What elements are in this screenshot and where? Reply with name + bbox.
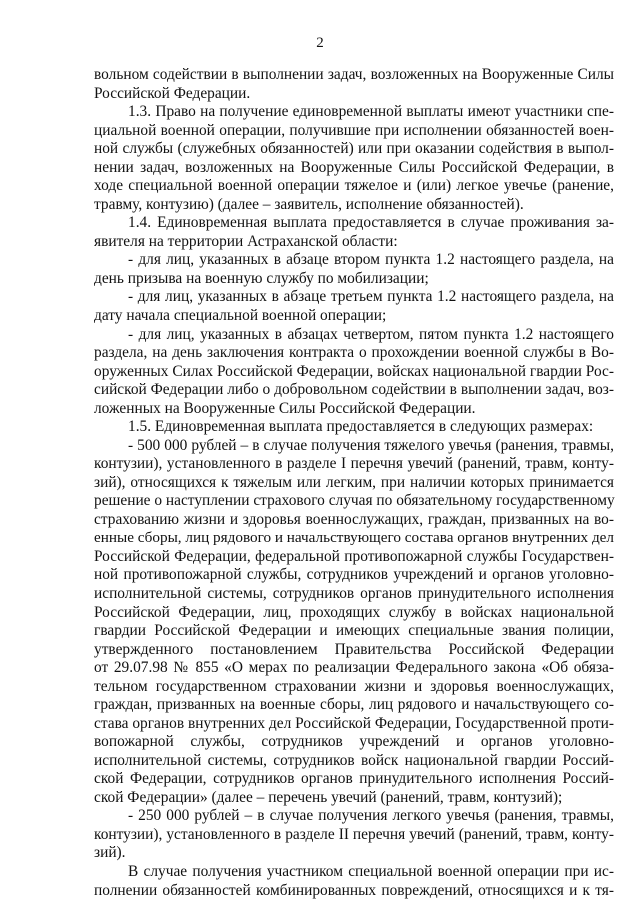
text-line: - 250 000 рублей – в случае получения легкого увечья (ранения, травмы, — [128, 807, 614, 825]
text-line: - для лиц, указанных в абзаце третьем пункта 1.2 настоящего раздела, на — [128, 288, 614, 306]
text-line: ной службы (служебных обязанностей) или при оказании содействия в выпол- — [94, 140, 614, 158]
text-line: дату начала специальной военной операции; — [94, 306, 387, 324]
text-line: гвардии Российской Федерации и имеющих специальные звания полиции, — [94, 622, 614, 639]
text-line: циальной военной операции, получившие при исполнении обязанностей воен- — [94, 121, 614, 139]
text-line: 1.3. Право на получение единовременной выплаты имеют участники спе- — [128, 103, 614, 121]
text-line: ходе специальной военной операции тяжелое и (или) легкое увечье (ранение, — [94, 177, 614, 195]
text-line: нении задач, возложенных на Вооруженные Силы Российской Федерации, в — [94, 158, 614, 176]
text-line: ной противопожарной службы, сотрудников учреждений и органов уголовно- — [94, 566, 614, 584]
text-line: Российской Федерации, лиц, проходящих службу в войсках национальной — [94, 603, 614, 621]
text-line: полнении обязанностей комбинированных повреждений, относящихся и к тя- — [94, 881, 614, 899]
text-line: Российской Федерации, федеральной противопожарной службы Государствен- — [94, 547, 614, 565]
text-line: травму, контузию) (далее – заявитель, исполнение обязанностей). — [94, 195, 524, 213]
text-line: исполнительной системы, сотрудников органов принудительного исполнения — [94, 584, 614, 602]
page-number: 2 — [316, 35, 324, 51]
text-line: сийской Федерации либо о добровольном содействии в выполнении задач, воз- — [94, 381, 614, 399]
text-line: вопожарной службы, сотрудников учреждений и органов уголовно- — [94, 733, 614, 751]
text-line: страхованию жизни и здоровья военнослужащих, граждан, призванных на во- — [94, 510, 614, 528]
text-line: зий), относящихся к тяжелым или легким, при наличии которых принимается — [94, 473, 614, 491]
text-line: енные сборы, лиц рядового и начальствующего состава органов внутренних дел — [94, 529, 614, 547]
text-line: исполнительной системы, сотрудников войск национальной гвардии Россий- — [94, 751, 614, 769]
text-line: - для лиц, указанных в абзаце втором пункта 1.2 настоящего раздела, на — [128, 251, 614, 269]
text-line: оруженных Силах Российской Федерации, войсках национальной гвардии Рос- — [94, 362, 614, 380]
text-line: решение о наступлении страхового случая по обязательному государственному — [94, 492, 615, 510]
text-line: ложенных на Вооруженные Силы Российской Федерации. — [94, 399, 476, 417]
text-line: ской Федерации, сотрудников органов принудительного исполнения Россий- — [94, 770, 614, 788]
text-line: утвержденного постановлением Правительства Российской Федерации — [94, 640, 614, 658]
text-line: контузии), установленного в разделе II перечня увечий (ранений, травм, конту- — [94, 825, 614, 843]
text-line: 1.5. Единовременная выплата предоставляется в следующих размерах: — [128, 418, 594, 436]
text-line: В случае получения участником специальной военной операции при ис- — [128, 862, 614, 880]
text-line: ской Федерации» (далее – перечень увечий (ранений, травм, контузий); — [94, 788, 563, 806]
text-line: тельном государственном страховании жизни и здоровья военнослужащих, — [94, 677, 614, 695]
text-line: става органов внутренних дел Российской Федерации, Государственной проти- — [94, 714, 614, 732]
text-line: день призыва на военную службу по мобилизации; — [94, 269, 429, 287]
text-line: Российской Федерации. — [94, 84, 251, 102]
text-line: - для лиц, указанных в абзацах четвертом, пятом пункта 1.2 настоящего — [128, 325, 614, 343]
text-line: от 29.07.98 № 855 «О мерах по реализации Федерального закона «Об обяза- — [94, 659, 614, 677]
text-line: явителя на территории Астраханской области: — [94, 232, 398, 250]
text-line: - 500 000 рублей – в случае получения тяжелого увечья (ранения, травмы, — [128, 436, 614, 454]
text-line: граждан, призванных на военные сборы, лиц рядового и начальствующего со- — [94, 696, 614, 714]
text-line: вольном содействии в выполнении задач, возложенных на Вооруженные Силы — [94, 66, 614, 83]
text-line: 1.4. Единовременная выплата предоставляется в случае проживания за- — [128, 214, 614, 232]
text-line: раздела, на день заключения контракта о прохождении военной службы в Во- — [94, 344, 614, 361]
text-line: контузии), установленного в разделе I перечня увечий (ранений, травм, конту- — [94, 455, 614, 473]
text-line: зий). — [94, 844, 126, 862]
